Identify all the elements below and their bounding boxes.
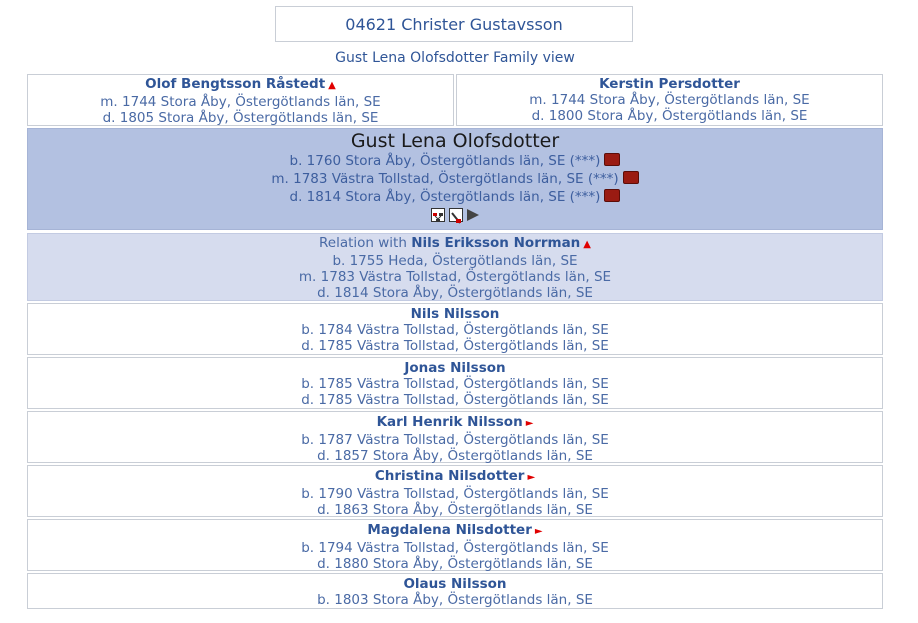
child-death: d. 1785 Västra Tollstad, Östergötlands län, SE xyxy=(301,338,609,354)
child-card xyxy=(27,411,883,463)
child-death: d. 1785 Västra Tollstad, Östergötlands län, SE xyxy=(301,392,609,408)
relation-death: d. 1814 Stora Åby, Östergötlands län, SE xyxy=(317,285,593,301)
father-card xyxy=(27,74,454,126)
relation-name-link[interactable]: Nils Eriksson Norrman xyxy=(411,235,581,251)
source-book-icon[interactable] xyxy=(623,171,639,184)
child-name-link[interactable]: Nils Nilsson xyxy=(410,306,500,322)
father-marriage: m. 1744 Stora Åby, Östergötlands län, SE xyxy=(100,94,381,110)
relation-card xyxy=(27,233,883,301)
child-name-link[interactable]: Magdalena Nilsdotter xyxy=(367,522,532,538)
child-name-link[interactable]: Karl Henrik Nilsson xyxy=(376,414,523,430)
father-death: d. 1805 Stora Åby, Östergötlands län, SE xyxy=(102,110,379,126)
father-name-link[interactable]: Olof Bengtsson Råstedt xyxy=(145,76,326,92)
child-card xyxy=(27,303,883,355)
focus-birth: b. 1760 Stora Åby, Östergötlands län, SE (***) xyxy=(289,153,601,169)
relation-prefix: Relation with xyxy=(318,235,407,251)
child-name-link[interactable]: Jonas Nilsson xyxy=(404,360,506,376)
red-triangle-right-icon[interactable]: ► xyxy=(527,472,536,483)
ancestry-chart-icon[interactable] xyxy=(431,208,445,222)
child-birth: b. 1803 Stora Åby, Östergötlands län, SE xyxy=(317,592,593,608)
focus-death: d. 1814 Stora Åby, Östergötlands län, SE (***) xyxy=(289,189,601,205)
mother-name-link[interactable]: Kerstin Persdotter xyxy=(599,76,740,92)
source-book-icon[interactable] xyxy=(604,189,620,202)
child-name-link[interactable]: Christina Nilsdotter xyxy=(374,468,525,484)
family-view-label: Gust Lena Olofsdotter Family view xyxy=(335,50,575,66)
parents-row xyxy=(27,74,883,126)
child-death: d. 1880 Stora Åby, Östergötlands län, SE xyxy=(317,556,593,572)
page-title xyxy=(275,6,633,42)
child-birth: b. 1785 Västra Tollstad, Östergötlands län, SE xyxy=(301,376,609,392)
child-birth: b. 1784 Västra Tollstad, Östergötlands län, SE xyxy=(301,322,609,338)
descendant-chart-icon[interactable] xyxy=(449,208,463,222)
child-death: d. 1863 Stora Åby, Östergötlands län, SE xyxy=(317,502,593,518)
mother-marriage: m. 1744 Stora Åby, Östergötlands län, SE xyxy=(529,92,810,108)
source-book-icon[interactable] xyxy=(604,153,620,166)
child-card xyxy=(27,519,883,571)
child-birth: b. 1790 Västra Tollstad, Östergötlands län, SE xyxy=(301,486,609,502)
child-card xyxy=(27,357,883,409)
child-card xyxy=(27,573,883,609)
play-icon[interactable] xyxy=(467,209,479,221)
focus-marriage: m. 1783 Västra Tollstad, Östergötlands län, SE (***) xyxy=(271,171,619,187)
focus-person-card xyxy=(27,128,883,230)
child-death: d. 1857 Stora Åby, Östergötlands län, SE xyxy=(317,448,593,464)
red-triangle-right-icon[interactable]: ► xyxy=(525,418,534,429)
child-name-link[interactable]: Olaus Nilsson xyxy=(403,576,507,592)
mother-card xyxy=(456,74,883,126)
page-title-text: 04621 Christer Gustavsson xyxy=(345,14,563,34)
child-card xyxy=(27,465,883,517)
red-triangle-right-icon[interactable]: ► xyxy=(534,526,543,537)
focus-person-name: Gust Lena Olofsdotter xyxy=(350,130,560,152)
relation-marriage: m. 1783 Västra Tollstad, Östergötlands län, SE xyxy=(298,269,612,285)
child-birth: b. 1787 Västra Tollstad, Östergötlands län, SE xyxy=(301,432,609,448)
chart-tools xyxy=(28,208,882,222)
child-birth: b. 1794 Västra Tollstad, Östergötlands län, SE xyxy=(301,540,609,556)
red-triangle-up-icon[interactable]: ▲ xyxy=(328,80,336,91)
relation-birth: b. 1755 Heda, Östergötlands län, SE xyxy=(332,253,578,269)
mother-death: d. 1800 Stora Åby, Östergötlands län, SE xyxy=(531,108,808,124)
red-triangle-up-icon[interactable]: ▲ xyxy=(583,239,591,250)
